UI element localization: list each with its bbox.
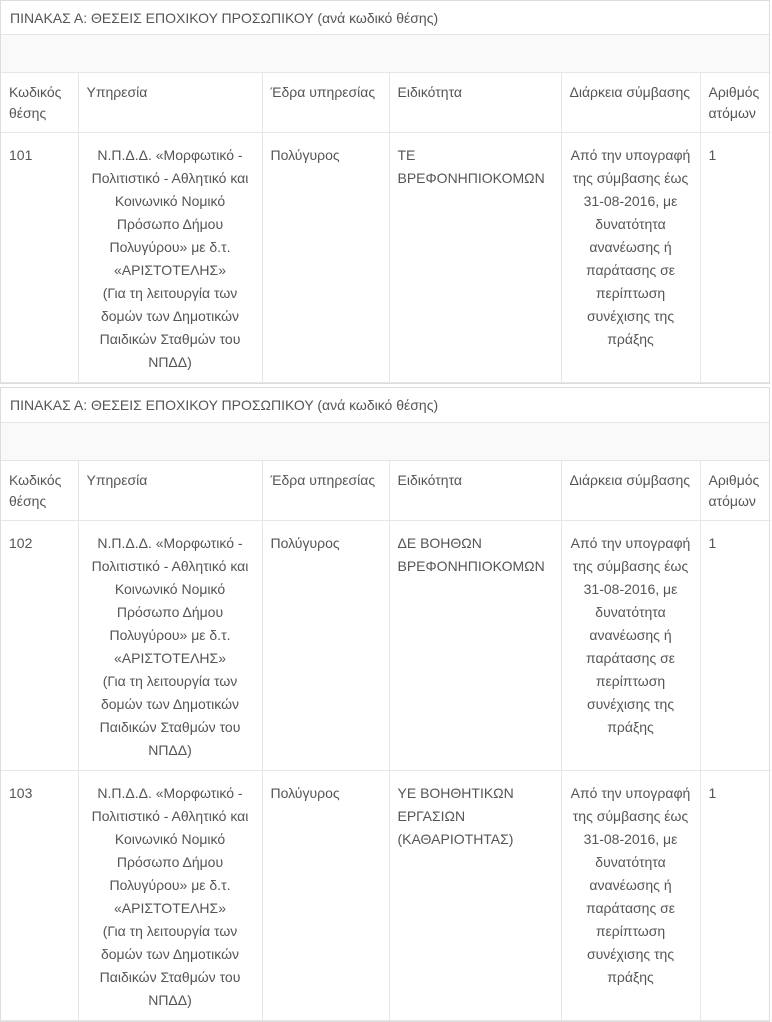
header-service: Υπηρεσία (78, 461, 262, 521)
cell-seat: Πολύγυρος (262, 521, 389, 771)
header-count: Αριθμός ατόμων (700, 73, 771, 133)
header-seat: Έδρα υπηρεσίας (262, 461, 389, 521)
cell-duration: Από την υπογραφή της σύμβασης έως 31-08-2016, με δυνατότητα ανανέωσης ή παράτασης σε περίπτωση συνέχισης της πράξης (561, 521, 700, 771)
service-note: (Για τη λειτουργία των δομών των Δημοτικών Παιδικών Σταθμών του ΝΠΔΔ) (99, 673, 241, 758)
table-empty-row (1, 35, 769, 73)
header-duration: Διάρκεια σύμβασης (561, 461, 700, 521)
cell-count: 1 (700, 771, 771, 1021)
header-row (1, 461, 771, 521)
table-row (1, 133, 771, 383)
positions-table-1 (0, 0, 770, 384)
cell-seat: Πολύγυρος (262, 771, 389, 1021)
table-title: ΠΙΝΑΚΑΣ Α: ΘΕΣΕΙΣ ΕΠΟΧΙΚΟΥ ΠΡΟΣΩΠΙΚΟΥ (ανά κωδικό θέσης) (1, 388, 769, 423)
service-note: (Για τη λειτουργία των δομών των Δημοτικών Παιδικών Σταθμών του ΝΠΔΔ) (99, 285, 241, 370)
header-service: Υπηρεσία (78, 73, 262, 133)
header-code: Κωδικός θέσης (1, 73, 78, 133)
table-row (1, 521, 771, 771)
header-duration: Διάρκεια σύμβασης (561, 73, 700, 133)
header-count: Αριθμός ατόμων (700, 461, 771, 521)
table-row (1, 771, 771, 1021)
cell-specialty: ΥΕ ΒΟΗΘΗΤΙΚΩΝ ΕΡΓΑΣΙΩΝ (ΚΑΘΑΡΙΟΤΗΤΑΣ) (389, 771, 561, 1021)
cell-duration: Από την υπογραφή της σύμβασης έως 31-08-2016, με δυνατότητα ανανέωσης ή παράτασης σε περίπτωση συνέχισης της πράξης (561, 133, 700, 383)
header-specialty: Ειδικότητα (389, 461, 561, 521)
cell-specialty: ΤΕ ΒΡΕΦΟΝΗΠΙΟΚΟΜΩΝ (389, 133, 561, 383)
cell-service (78, 771, 262, 1021)
positions-table-2 (0, 387, 770, 1022)
service-note: (Για τη λειτουργία των δομών των Δημοτικών Παιδικών Σταθμών του ΝΠΔΔ) (99, 923, 241, 1008)
header-specialty: Ειδικότητα (389, 73, 561, 133)
positions-grid (1, 461, 771, 1021)
cell-code: 101 (1, 133, 78, 383)
header-seat: Έδρα υπηρεσίας (262, 73, 389, 133)
header-code: Κωδικός θέσης (1, 461, 78, 521)
header-row (1, 73, 771, 133)
cell-specialty: ΔΕ ΒΟΗΘΩΝ ΒΡΕΦΟΝΗΠΙΟΚΟΜΩΝ (389, 521, 561, 771)
positions-grid (1, 73, 771, 383)
service-text: Ν.Π.Δ.Δ. «Μορφωτικό - Πολιτιστικό - Αθλητικό και Κοινωνικό Νομικό Πρόσωπο Δήμου Πολυγύρου» με δ.τ. «ΑΡΙΣΤΟΤΕΛΗΣ» (91, 147, 249, 278)
cell-code: 103 (1, 771, 78, 1021)
cell-duration: Από την υπογραφή της σύμβασης έως 31-08-2016, με δυνατότητα ανανέωσης ή παράτασης σε περίπτωση συνέχισης της πράξης (561, 771, 700, 1021)
cell-seat: Πολύγυρος (262, 133, 389, 383)
table-empty-row (1, 423, 769, 461)
table-title: ΠΙΝΑΚΑΣ Α: ΘΕΣΕΙΣ ΕΠΟΧΙΚΟΥ ΠΡΟΣΩΠΙΚΟΥ (ανά κωδικό θέσης) (1, 0, 769, 35)
cell-code: 102 (1, 521, 78, 771)
cell-count: 1 (700, 133, 771, 383)
cell-service (78, 133, 262, 383)
service-text: Ν.Π.Δ.Δ. «Μορφωτικό - Πολιτιστικό - Αθλητικό και Κοινωνικό Νομικό Πρόσωπο Δήμου Πολυγύρου» με δ.τ. «ΑΡΙΣΤΟΤΕΛΗΣ» (91, 785, 249, 916)
cell-count: 1 (700, 521, 771, 771)
service-text: Ν.Π.Δ.Δ. «Μορφωτικό - Πολιτιστικό - Αθλητικό και Κοινωνικό Νομικό Πρόσωπο Δήμου Πολυγύρου» με δ.τ. «ΑΡΙΣΤΟΤΕΛΗΣ» (91, 535, 249, 666)
cell-service (78, 521, 262, 771)
